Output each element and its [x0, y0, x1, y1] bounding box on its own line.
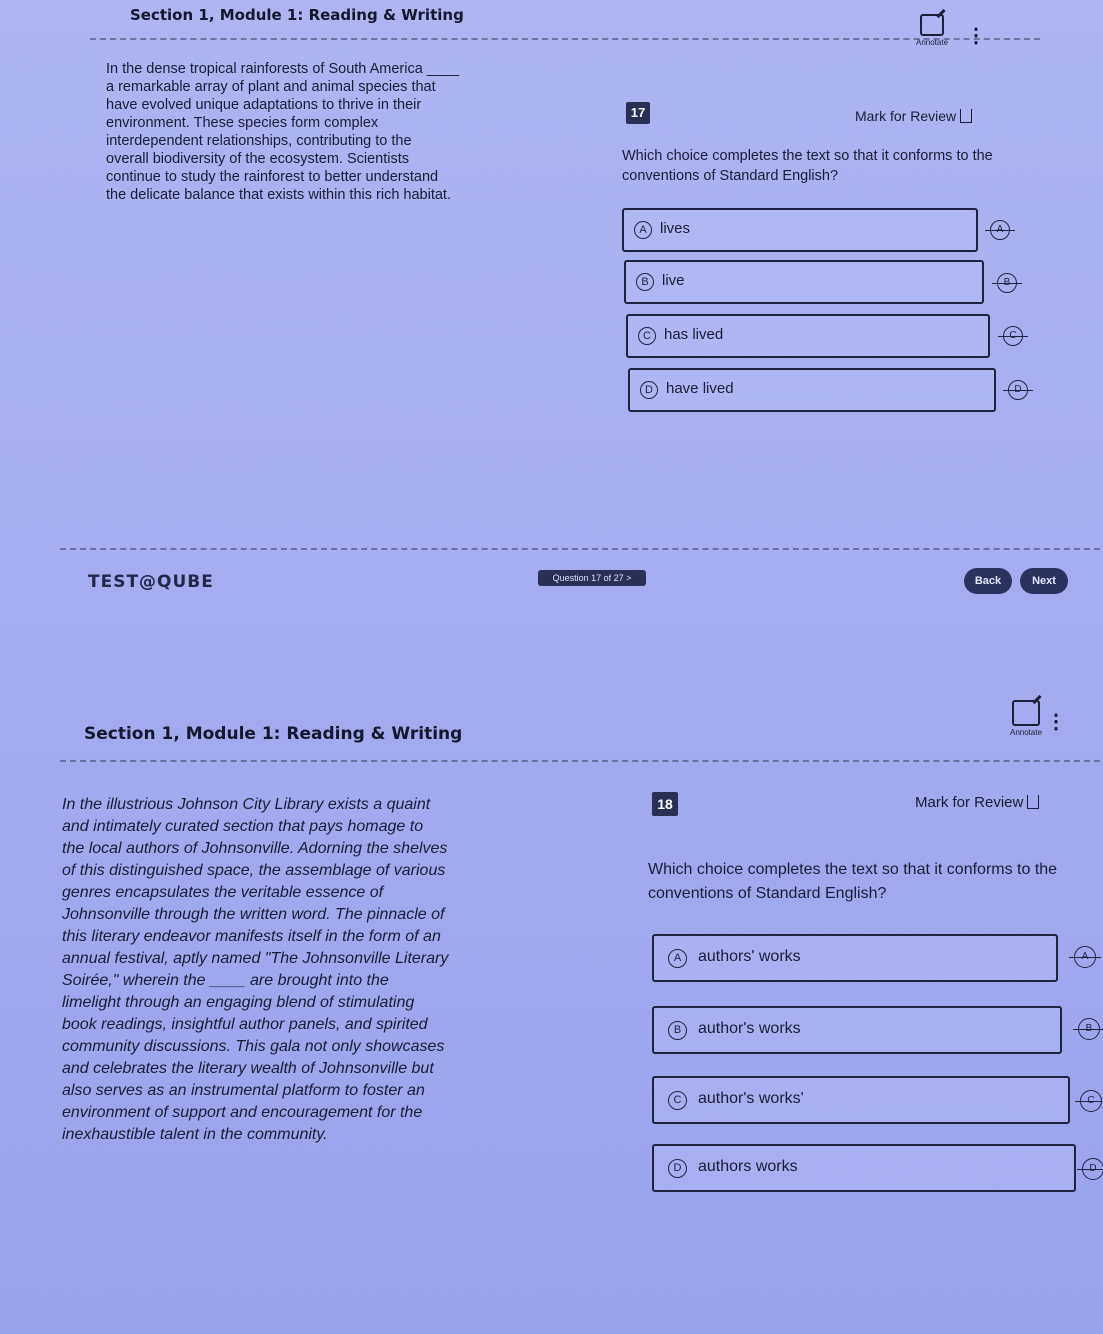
- answer-option-a[interactable]: [652, 934, 1058, 982]
- answer-option-d[interactable]: [652, 1144, 1076, 1192]
- bookmark-icon: [1027, 795, 1039, 809]
- option-text: have lived: [666, 380, 734, 397]
- option-letter: C: [668, 1091, 687, 1110]
- answer-option-b[interactable]: [652, 1006, 1062, 1054]
- footer-bar: [0, 548, 1103, 610]
- option-letter: D: [668, 1159, 687, 1178]
- brand-logo: TEST@QUBE: [88, 572, 214, 592]
- question-prompt: Which choice completes the text so that it conforms to the conventions of Standard English?: [648, 861, 1058, 902]
- answer-option-b[interactable]: [624, 260, 984, 304]
- question-18-screen: [0, 690, 1103, 1334]
- passage-text: In the illustrious Johnson City Library exists a quaint and intimately curated section that pays homage to the local authors of Johnsonville. Adorning the shelves of this distinguished space, the assemblage of various genres encapsulates the veritable essence of Johnsonville through the written word. The pinnacle of this literary endeavor manifests itself in the form of an annual festival, aptly named "The Johnsonville Literary Soirée," wherein the ____ are brought into the limelight through an engaging blend of stimulating book readings, insightful author panels, and spirited community discussions. This gala not only showcases and celebrates the literary wealth of Johnsonville but also serves as an instrumental platform to foster an environment of support and encouragement for the inexhaustible talent in the community.: [62, 796, 449, 1143]
- option-letter: C: [638, 327, 656, 345]
- passage-text: In the dense tropical rainforests of South America ____ a remarkable array of plant and animal species that have evolved unique adaptations to thrive in their environment. These species form complex interdependent relationships, contributing to the overall biodiversity of the ecosystem. Scientists continue to study the rainforest to better understand the delicate balance that exists within this rich habitat.: [106, 61, 460, 203]
- question-number: 18: [652, 792, 678, 816]
- question-number: 17: [626, 102, 650, 124]
- option-letter: D: [640, 381, 658, 399]
- question-17-screen: [0, 0, 1103, 610]
- option-letter: A: [634, 221, 652, 239]
- mark-for-review-label: Mark for Review: [915, 794, 1024, 811]
- footer-divider: [60, 548, 1100, 550]
- option-letter: A: [668, 949, 687, 968]
- eliminate-a-icon[interactable]: A: [1074, 946, 1096, 968]
- answer-option-a[interactable]: [622, 208, 978, 252]
- back-button[interactable]: Back: [964, 568, 1012, 594]
- eliminate-d-icon[interactable]: D: [1082, 1158, 1103, 1180]
- section-title: Section 1, Module 1: Reading & Writing: [84, 724, 463, 744]
- option-text: live: [662, 272, 685, 289]
- option-text: authors' works: [698, 948, 801, 965]
- eliminate-b-icon[interactable]: B: [997, 273, 1017, 293]
- mark-for-review-button[interactable]: [855, 108, 972, 124]
- more-options-icon[interactable]: ⋮: [966, 25, 986, 47]
- option-letter: B: [636, 273, 654, 291]
- eliminate-c-icon[interactable]: C: [1003, 326, 1023, 346]
- eliminate-b-icon[interactable]: B: [1078, 1018, 1100, 1040]
- mark-for-review-label: Mark for Review: [855, 108, 957, 124]
- option-text: has lived: [664, 326, 724, 343]
- eliminate-d-icon[interactable]: D: [1008, 380, 1028, 400]
- option-letter: B: [668, 1021, 687, 1040]
- more-options-icon[interactable]: ⋮: [1046, 711, 1066, 733]
- option-text: lives: [660, 220, 691, 237]
- section-title: Section 1, Module 1: Reading & Writing: [130, 6, 464, 24]
- question-navigator-button[interactable]: Question 17 of 27 >: [538, 570, 646, 586]
- annotate-label: Annotate: [915, 38, 949, 47]
- answer-option-c[interactable]: [626, 314, 990, 358]
- option-text: author's works': [698, 1090, 804, 1107]
- option-text: author's works: [698, 1020, 801, 1037]
- next-button[interactable]: Next: [1020, 568, 1068, 594]
- bookmark-icon: [960, 109, 972, 123]
- pencil-icon: [1012, 700, 1040, 726]
- annotate-button[interactable]: [912, 14, 952, 47]
- question-prompt: Which choice completes the text so that it conforms to the conventions of Standard English?: [622, 148, 993, 184]
- annotate-label: Annotate: [1009, 728, 1043, 737]
- pencil-icon: [920, 14, 944, 36]
- answer-option-c[interactable]: [652, 1076, 1070, 1124]
- answer-option-d[interactable]: [628, 368, 996, 412]
- header-divider: [90, 38, 1040, 40]
- annotate-button[interactable]: [1004, 700, 1066, 737]
- mark-for-review-button[interactable]: [915, 794, 1039, 811]
- header-divider: [60, 760, 1100, 762]
- option-text: authors works: [698, 1158, 798, 1175]
- eliminate-c-icon[interactable]: C: [1080, 1090, 1102, 1112]
- eliminate-a-icon[interactable]: A: [990, 220, 1010, 240]
